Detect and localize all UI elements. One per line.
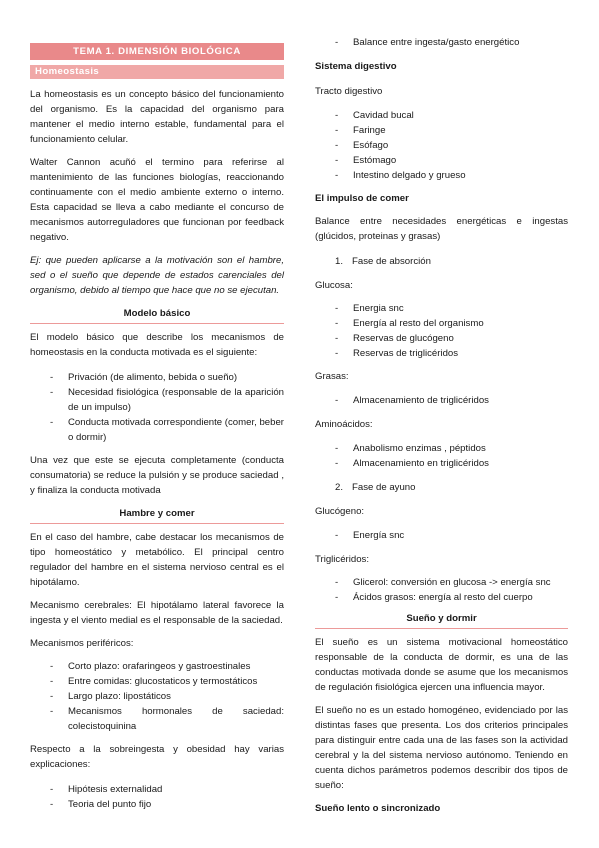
list-item: - Anabolismo enzimas , péptidos: [315, 441, 568, 456]
list-item: - Teoria del punto fijo: [30, 797, 284, 812]
paragraph-walter-cannon: Walter Cannon acuñó el termino para referirse al mantenimiento de las funciones biologías, reaccionando continuamente con el medio ambiente externo o interno. Esta capacidad se lleva a cabo mediante el concurso de mecanismos autorreguladores que funcionan por feedback negativo.: [30, 157, 284, 243]
heading-sueno-y-dormir: Sueño y dormir: [315, 611, 568, 629]
list-modelo-steps: [30, 370, 284, 445]
list-item: - Cavidad bucal: [315, 108, 568, 123]
list-item: - Energía snc: [315, 528, 568, 543]
list-item: 2. Fase de ayuno: [335, 482, 416, 493]
list-item: - Energía al resto del organismo: [315, 316, 568, 331]
paragraph-mecanismos-cerebrales: Mecanismo cerebrales: El hipotálamo lateral favorece la ingesta y el viento medial es el responsable de la saciedad.: [30, 600, 284, 626]
list-item: - Reservas de triglicéridos: [315, 346, 568, 361]
paragraph-conducta-consumatoria: Una vez que este se ejecuta completamente (conducta consumatoria) se reduce la pulsión y se produce saciedad , y finaliza la conducta motivada: [30, 455, 284, 496]
heading-modelo-basico: Modelo básico: [30, 306, 284, 324]
list-glucosa: [315, 301, 568, 361]
right-column: [315, 0, 568, 816]
list-item: - Conducta motivada correspondiente (comer, beber o dormir): [30, 415, 284, 445]
list-item: - Entre comidas: glucostaticos y termostáticos: [30, 674, 284, 689]
left-column: [30, 0, 284, 812]
list-fase-ayuno: [315, 480, 568, 495]
label-tracto-digestivo: Tracto digestivo: [315, 86, 383, 97]
list-aminoacidos: [315, 441, 568, 471]
list-item: - Reservas de glucógeno: [315, 331, 568, 346]
list-item: - Ácidos grasos: energía al resto del cuerpo: [315, 590, 568, 605]
list-item: - Almacenamiento de triglicéridos: [315, 393, 568, 408]
paragraph-sueno-fases: El sueño no es un estado homogéneo, evidenciado por las distintas fases que presenta. Los dos criterios principales para distinguir entre cada una de las fases son la actividad cerebral y la del sistema nervioso autónomo. Teniendo en cuenta dichos parámetros podemos describir dos tipos de sueño:: [315, 705, 568, 791]
list-fase-absorcion: [315, 254, 568, 269]
list-item: - Energia snc: [315, 301, 568, 316]
list-mecanismos-perifericos: [30, 659, 284, 734]
heading-hambre-y-comer: Hambre y comer: [30, 506, 284, 524]
list-item: - Largo plazo: lipostáticos: [30, 689, 284, 704]
paragraph-sueno-definicion: El sueño es un sistema motivacional homeostático responsable de la conducta de dormir, es una de las conductas motivada donde se asume que los mecanismos de regulación fisiológica ejercen una influencia mayor.: [315, 637, 568, 693]
paragraph-mecanismos-perifericos: Mecanismos periféricos:: [30, 638, 134, 649]
heading-sistema-digestivo: Sistema digestivo: [315, 61, 397, 72]
label-glucosa: Glucosa:: [315, 280, 353, 291]
list-item: - Glicerol: conversión en glucosa -> energía snc: [315, 575, 568, 590]
list-item: - Intestino delgado y grueso: [315, 168, 568, 183]
list-glucogeno: [315, 528, 568, 543]
list-item: - Hipótesis externalidad: [30, 782, 284, 797]
list-explicaciones: [30, 782, 284, 812]
paragraph-balance-necesidades: Balance entre necesidades energéticas e ingestas (glúcidos, proteinas y grasas): [315, 216, 568, 242]
list-tracto-digestivo: [315, 108, 568, 183]
list-item: - Balance entre ingesta/gasto energético: [315, 35, 568, 50]
label-trigliceridos: Triglicéridos:: [315, 554, 370, 565]
list-item: - Faringe: [315, 123, 568, 138]
list-item: - Almacenamiento en triglicéridos: [315, 456, 568, 471]
paragraph-hambre: En el caso del hambre, cabe destacar los mecanismos de tipo homeostático y metabólico. El principal centro regulador del hambre en el sistema nervioso central es el hipotálamo.: [30, 532, 284, 588]
label-aminoacidos: Aminoácidos:: [315, 419, 373, 430]
paragraph-example: Ej: que pueden aplicarse a la motivación son el hambre, sed o el sueño que depende de estados carenciales del organismo, debido al tiempo que hace que no se ejecutan.: [30, 255, 284, 296]
paragraph-homeostasis-definition: La homeostasis es un concepto básico del funcionamiento del organismo. Es la capacidad del organismo para mantener el medio interno estable, fundamental para el funcionamiento celular.: [30, 89, 284, 145]
list-item: - Necesidad fisiológica (responsable de la aparición de un impulso): [30, 385, 284, 415]
list-item: - Esófago: [315, 138, 568, 153]
paragraph-sobreingesta: Respecto a la sobreingesta y obesidad hay varias explicaciones:: [30, 744, 284, 770]
section-subheading-homeostasis: Homeostasis: [30, 65, 284, 79]
heading-sueno-lento: Sueño lento o sincronizado: [315, 803, 441, 814]
label-glucogeno: Glucógeno:: [315, 506, 365, 517]
label-grasas: Grasas:: [315, 371, 349, 382]
heading-impulso-de-comer: El impulso de comer: [315, 193, 409, 204]
paragraph-modelo-intro: El modelo básico que describe los mecanismos de homeostasis en la conducta motivada es el siguiente:: [30, 332, 284, 358]
list-trigliceridos: [315, 575, 568, 605]
list-grasas: [315, 393, 568, 408]
list-balance-top: [315, 35, 568, 50]
list-item: - Privación (de alimento, bebida o sueño): [30, 370, 284, 385]
list-item: - Corto plazo: orafaringeos y gastroestinales: [30, 659, 284, 674]
list-item: 1. Fase de absorción: [335, 256, 431, 267]
list-item: - Mecanismos hormonales de saciedad: colecistoquinina: [30, 704, 284, 734]
chapter-banner: TEMA 1. DIMENSIÓN BIOLÓGICA: [30, 43, 284, 60]
list-item: - Estómago: [315, 153, 568, 168]
